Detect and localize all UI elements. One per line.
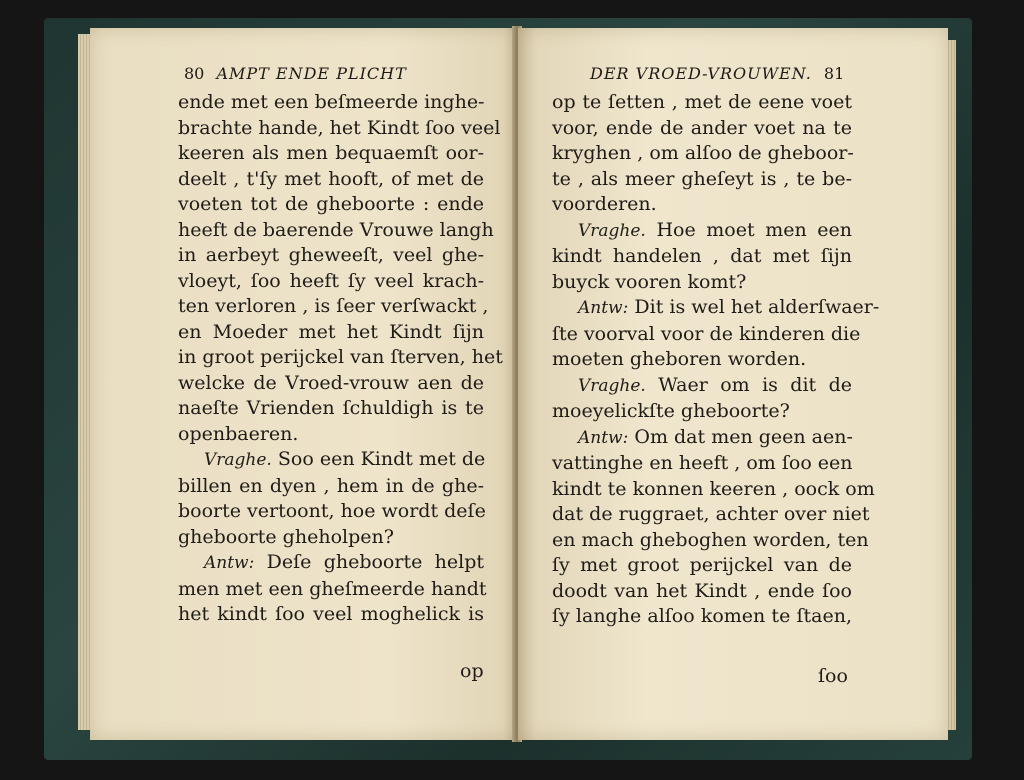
text-line: keeren als men bequaemſt oor- [178,142,484,164]
question-text: Waer om is dit de [658,373,852,396]
question-text: Hoe moet men een [656,218,852,241]
answer-text: Deſe gheboorte helpt [266,551,484,573]
text-line: deelt , t'ſy met hooft, of met de [178,167,484,190]
text-line: vattinghe en heeft , om ſoo een [552,452,853,474]
text-line: voor, ende de ander voet na te [552,116,852,139]
text-line: ſy langhe alſoo komen te ſtaen, [552,605,852,627]
text-line: gheboorte gheholpen? [178,525,394,548]
left-running-head [178,64,407,83]
left-catchword: op [460,660,484,682]
text-line: en mach gheboghen worden, ten [552,528,869,551]
text-line: naeſte Vrienden ſchuldigh is te [178,397,484,419]
answer-label: Antw: [578,298,629,318]
text-line: in aerbeyt gheweeſt, veel ghe- [178,244,484,266]
right-head-title: DER VROED-VROUWEN. [590,64,812,83]
text-line: boorte vertoont, hoe wordt deſe [178,500,486,522]
text-line: het kindt ſoo veel moghelick is [178,603,484,625]
text-line: ende met een beſmeerde inghe- [178,91,485,113]
text-line: ſy met groot perijckel van de [552,554,852,576]
text-line: vloeyt, ſoo heeft ſy veel krach- [178,269,484,292]
text-line: kindt handelen , dat met ſijn [552,245,852,267]
text-line: voorderen. [552,193,657,215]
right-body-text [552,90,880,630]
question-label: Vraghe. [204,450,272,470]
text-line: moeten gheboren worden. [552,348,807,370]
text-line: en Moeder met het Kindt ſijn [178,320,484,343]
right-running-head [590,64,850,83]
right-page [518,28,948,740]
text-line: buyck vooren komt? [552,270,747,293]
question-text: Soo een Kindt met de [277,448,486,470]
text-line: billen en dyen , hem in de ghe- [178,474,484,497]
text-line: te , als meer gheſeyt is , te be- [552,167,852,190]
question-label: Vraghe. [578,220,646,241]
question-line [552,373,852,400]
answer-line [552,425,852,452]
text-line: brachte hande, het Kindt ſoo veel [178,116,501,139]
left-page [90,28,516,740]
answer-text: Om dat men geen aen- [634,425,853,448]
text-line: welcke de Vroed-vrouw aen de [178,371,484,394]
text-line: ten verloren , is ſeer verſwackt , [178,295,489,317]
text-line: voeten tot de gheboorte : ende [178,193,484,215]
text-line: moeyelickſte gheboorte? [552,400,790,422]
answer-label: Antw: [204,553,255,573]
text-line: men met een gheſmeerde handt [178,577,487,600]
left-page-number: 80 [184,64,205,83]
text-line: in groot perijckel van ſterven, het [178,346,503,368]
right-page-number: 81 [823,64,845,83]
left-body-text [178,90,503,628]
text-line: doodt van het Kindt , ende ſoo [552,579,852,602]
left-head-title: AMPT ENDE PLICHT [216,64,407,83]
answer-line [178,550,484,577]
text-line: openbaeren. [178,422,299,445]
answer-label: Antw: [578,427,629,448]
answer-text: Dit is wel het alderſwaer- [634,296,880,318]
text-line: op te ſetten , met de eene voet [552,91,852,113]
text-line: kryghen , om alſoo de gheboor- [552,142,854,164]
text-line: kindt te konnen keeren , oock om [552,477,875,500]
text-line: heeft de baerende Vrouwe langh [178,218,494,241]
text-line: dat de ruggraet, achter over niet [552,503,870,525]
text-line: ſte voorval voor de kinderen die [552,322,861,345]
question-line [552,218,852,245]
question-line [178,447,484,474]
question-label: Vraghe. [578,375,646,396]
right-catchword: ſoo [818,665,848,687]
answer-line [552,295,880,322]
